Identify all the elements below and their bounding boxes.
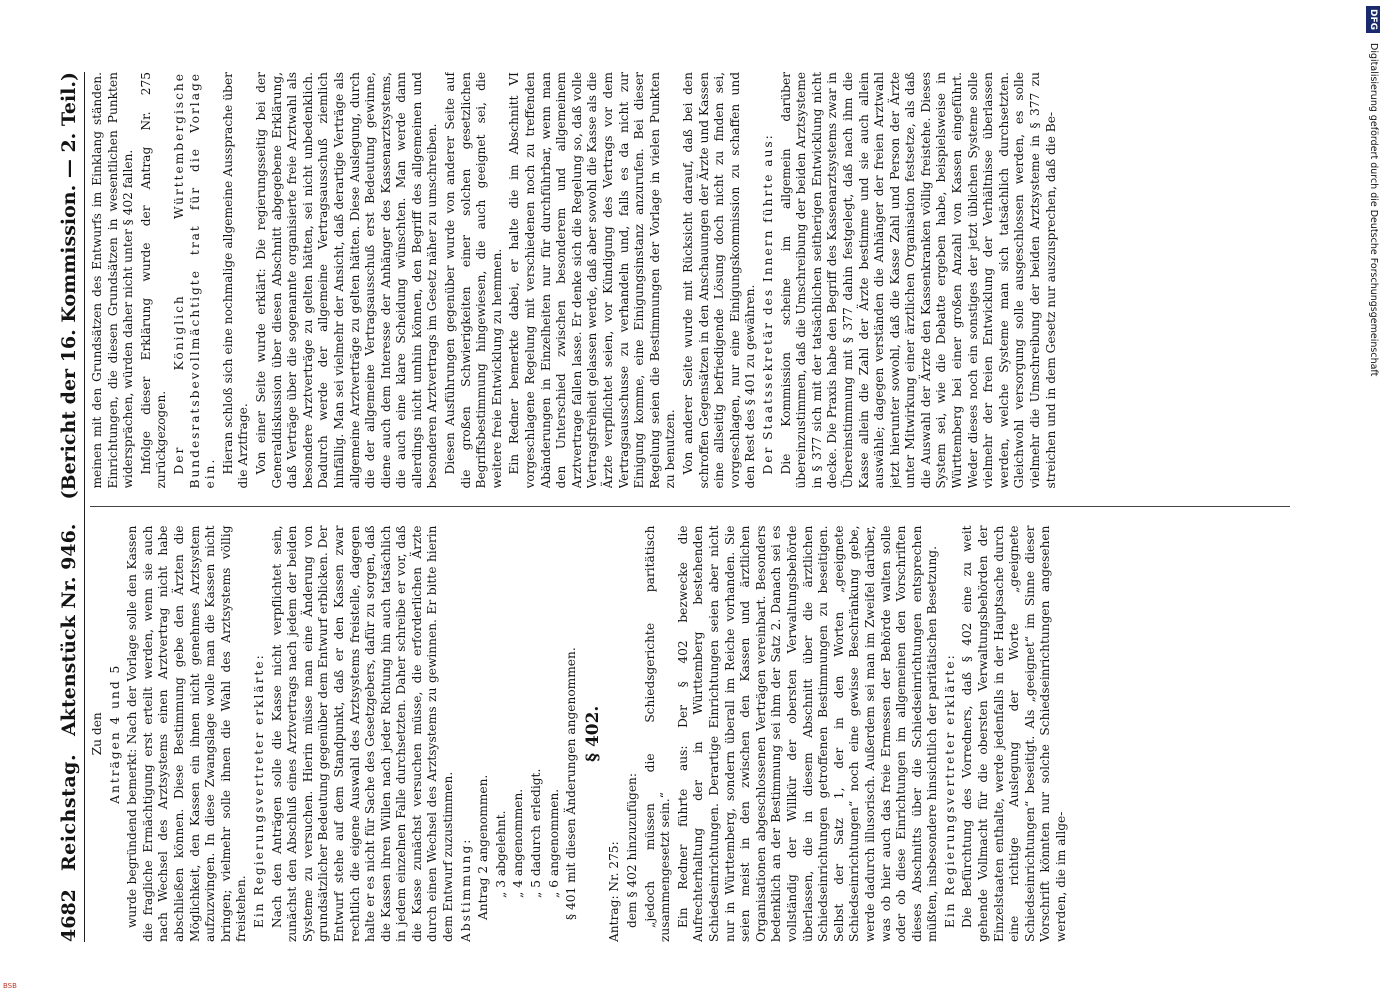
library-mark: BSB (3, 982, 17, 990)
vote-item: „ 4 angenommen. (511, 788, 526, 898)
paragraph: Der Königlich Württembergische Bundesratsbevollmächtigte trat für die Vorlage ein. (171, 72, 218, 489)
funding-caption (1366, 6, 1384, 996)
text-columns (90, 72, 1290, 942)
quote: „jedoch müssen die Schiedsgerichte paritätisch zusammengesetzt sein.“ (642, 525, 673, 942)
running-title: Reichstag. (58, 753, 80, 872)
subheading: Anträgen 4 und 5 (107, 663, 122, 804)
column-right (90, 72, 1290, 489)
page-header (58, 72, 85, 942)
paragraph: Die Befürchtung des Vorredners, daß § 402 eine zu weit gehende Vollmacht für die obersten Verwaltungsbehörden der Einzelstaaten enthalte, werde jedenfalls in der Hauptsache durch eine richtige Auslegung der Worte „geeignete Schiedseinrichtungen“ beseitigt. Als „geeignet“ im Sinne dieser Vorschrift könnten nur solche Schiedseinrichtungen angesehen werden, die im allge- (960, 525, 1069, 942)
column-left (90, 526, 1290, 943)
vote-item: Antrag 2 angenommen. (476, 774, 491, 920)
dfg-logo: DFG (1366, 6, 1380, 33)
paragraph: Ein Redner führte aus: Der § 402 bezwecke die Aufrechterhaltung der in Württemberg bestehenden Schiedseinrichtungen. Derartige Einrichtungen seien aber nicht nur in Württemberg, sondern überall im Reiche vorhanden. Sie seien meist in den zwischen den Kassen und ärztlichen Organisationen abgeschlossenen Verträgen vereinbart. Besonders bedenklich an der Bestimmung sei ihm der Satz 2. Danach sei es vollständig der Willkür der obersten Verwaltungsbehörde überlassen, die in diesem Abschnitt über die ärztlichen Schiedseinrichtungen getroffenen Bestimmungen zu beseitigen. Selbst der Satz 1, der in den Worten „geeignete Schiedseinrichtungen“ noch eine gewisse Beschränkung gebe, werde dadurch illusorisch. Außerdem sei man im Zweifel darüber, was ob hier auch das freie Ermessen der Behörde walten solle oder ob diese Einrichtungen im allgemeinen den Vorschriften dieses Abschnitts über die Schiedseinrichtungen entsprechen müßten, insbesondere hinsichtlich der paritätischen Besetzung. (675, 525, 940, 942)
paragraph: Ein Redner bemerkte dabei, er halte die im Abschnitt VI vorgeschlagene Regelung mit verschiedenen noch zu treffenden Abänderungen in Einzelheiten nur für durchführbar, wenn man den Unterschied zwischen besonderem und allgemeinem Arztvertrage fallen lasse. Er denke sich die Regelung so, daß volle Vertragsfreiheit gelassen werde, daß aber sowohl die Kasse als die Ärzte verpflichtet seien, vor Kündigung des Vertrags vor dem Vertragsausschusse zu verhandeln und, falls es da nicht zur Einigung komme, eine Einigungsinstanz anzurufen. Bei dieser Regelung seien die Bestimmungen der Vorlage in vielen Punkten zu benutzen. (507, 72, 678, 489)
vote-item: „ 3 abgelehnt. (493, 810, 508, 898)
paragraph: Zu den (90, 712, 104, 756)
paragraph: Infolge dieser Erklärung wurde der Antrag Nr. 275 zurückgezogen. (138, 72, 169, 489)
paragraph: meinen mit den Grundsätzen des Entwurfs im Einklang ständen. Einrichtungen, die diesen Grundsätzen in wesentlichen Punkten widersprächen, würden daher nicht unter § 402 fallen. (90, 72, 136, 489)
paragraph: Nach den Anträgen solle die Kasse nicht verpflichtet sein, zunächst den Abschluß eines Arztvertrags nach jedem der beiden Systeme zu versuchen. Hierin müsse man eine Änderung von grundsätzlicher Bedeutung gegenüber dem Entwurf erblicken. Der Entwurf stehe auf dem Standpunkt, daß er den Kassen zwar rechtlich die eigene Auswahl des Arztsystems freistelle, dagegen halte er es nicht für Sache des Gesetzgebers, dafür zu sorgen, daß die Kassen ihren Willen nach jeder Richtung hin auch tatsächlich in jedem einzelnen Falle durchsetzten. Daher schreibe er vor, daß die Kasse zunächst versuchen müsse, die erforderlichen Ärzte durch einen Wechsel des Arztsystems zu gewinnen. Er bitte hierin dem Entwurf zuzustimmen. (269, 525, 456, 942)
vote-heading: Abstimmung: (458, 837, 473, 942)
paragraph: Die Kommission scheine im allgemein darüber übereinzustimmen, daß die Umschreibung der beiden Arztsysteme in § 377 sich mit der tatsächlichen seitherigen Entwicklung nicht decke. Die Praxis habe den Begriff des Kassenarztsystems zwar in Übereinstimmung mit § 377 dahin festgelegt, daß nach ihm die Kasse allein die Zahl der Ärzte bestimme und sie auch allein auswähle; dagegen verständen die Anhänger der freien Arztwahl jetzt hierunter sowohl, daß die Kasse Zahl und Person der Ärzte unter Mitwirkung einer ärztlichen Organisation festsetze, als daß die Auswahl der Ärzte den Kassenkranken völlig freistehe. Dieses System sei, wie die Debatte ergeben habe, beispielsweise in Württemberg bei einer großen Anzahl von Kassen eingeführt. Weder dieses noch ein sonstiges der jetzt üblichen Systeme solle vielmehr der freien Entwicklung der Verhältnisse überlassen werden, welche Systeme man sich tatsächlich durchsetzten. Gleichwohl versorgung solle ausgeschlossen werden, es solle vielmehr die Umschreibung der beiden Arztsysteme in § 377 zu streichen und in dem Gesetz nur auszusprechen, daß die Be- (778, 72, 1058, 489)
paragraph: Diesen Ausführungen gegenüber wurde von anderer Seite auf die großen Schwierigkeiten einer solchen gesetzlichen Begriffsbestimmung hingewiesen, die auch geeignet sei, die weitere freie Entwicklung zu hemmen. (443, 72, 504, 489)
paragraph: Hieran schloß sich eine nochmalige allgemeine Aussprache über die Arztfrage. (220, 72, 251, 489)
document-title: Aktenstück Nr. 946. (58, 523, 80, 736)
page-content (58, 72, 1288, 942)
page-number: 4682 (58, 889, 80, 942)
paragraph: dem § 402 hinzuzufügen: (625, 772, 639, 928)
report-title: (Bericht der 16. Kommission. — 2. Teil.) (58, 72, 80, 500)
section-heading: § 402. (582, 705, 603, 762)
paragraph: wurde begründend bemerkt: Nach der Vorlage solle den Kassen die fragliche Ermächtigung erst erteilt werden, wenn sie auch nach Wechsel des Arztsystems einen Arztvertrag nicht habe abschließen können. Diese Bestimmung gebe den Ärzten die Möglichkeit, den Kassen ein ihnen nicht genehmes Arztsystem aufzuzwingen. In diese Zwangslage wolle man die Kassen nicht bringen; vielmehr solle ihnen die Wahl des Arztsystems völlig freistehen. (125, 525, 249, 942)
speaker-line: Ein Regierungsvertreter erklärte: (942, 653, 957, 928)
paragraph: Antrag: Nr. 275: (607, 841, 622, 942)
speaker-line: Der Staatssekretär des Innern führte aus: (760, 133, 775, 475)
speaker-line: Ein Regierungsvertreter erklärte: (251, 653, 266, 928)
paragraph: Von einer Seite wurde erklärt: Die regierungsseitig bei der Generaldiskussion über diesen Abschnitt abgegebene Erklärung, daß Verträge über die sogenannte organisierte freie Arztwahl als besondere Arztverträge zu gelten hätten, sei nicht unbedenklich. Dadurch werde der allgemeine Vertragsausschuß ziemlich hinfällig. Man sei vielmehr der Ansicht, daß derartige Verträge als allgemeine Arztverträge zu gelten hätten. Diese Auslegung, durch die der allgemeine Vertragsausschuß erst Bedeutung gewinne, diene auch dem Interesse der Anhänger des Kassenarztsystems, die auch eine klare Scheidung wünschten. Man werde dann allerdings nicht umhin können, den Begriff des allgemeinen und besonderen Arztvertrags im Gesetz näher zu umschreiben. (253, 72, 440, 489)
column-divider (90, 507, 1290, 508)
vote-item: „ 6 angenommen. (546, 788, 561, 898)
vote-item: „ 5 dadurch erledigt. (529, 768, 544, 898)
paragraph: Von anderer Seite wurde mit Rücksicht darauf, daß bei den schroffen Gegensätzen in den Anschauungen der Ärzte und Kassen eine allseitig befriedigende Lösung doch nicht zu finden sei, vorgeschlagen, nur eine Einigungskommission zu schaffen und den Rest des § 401 zu gewähren. (680, 72, 758, 489)
funding-text: Digitalisierung gefördert durch die Deutsche Forschungsgemeinschaft (1368, 43, 1379, 377)
vote-item: § 401 mit diesen Änderungen angenommen. (564, 647, 579, 920)
